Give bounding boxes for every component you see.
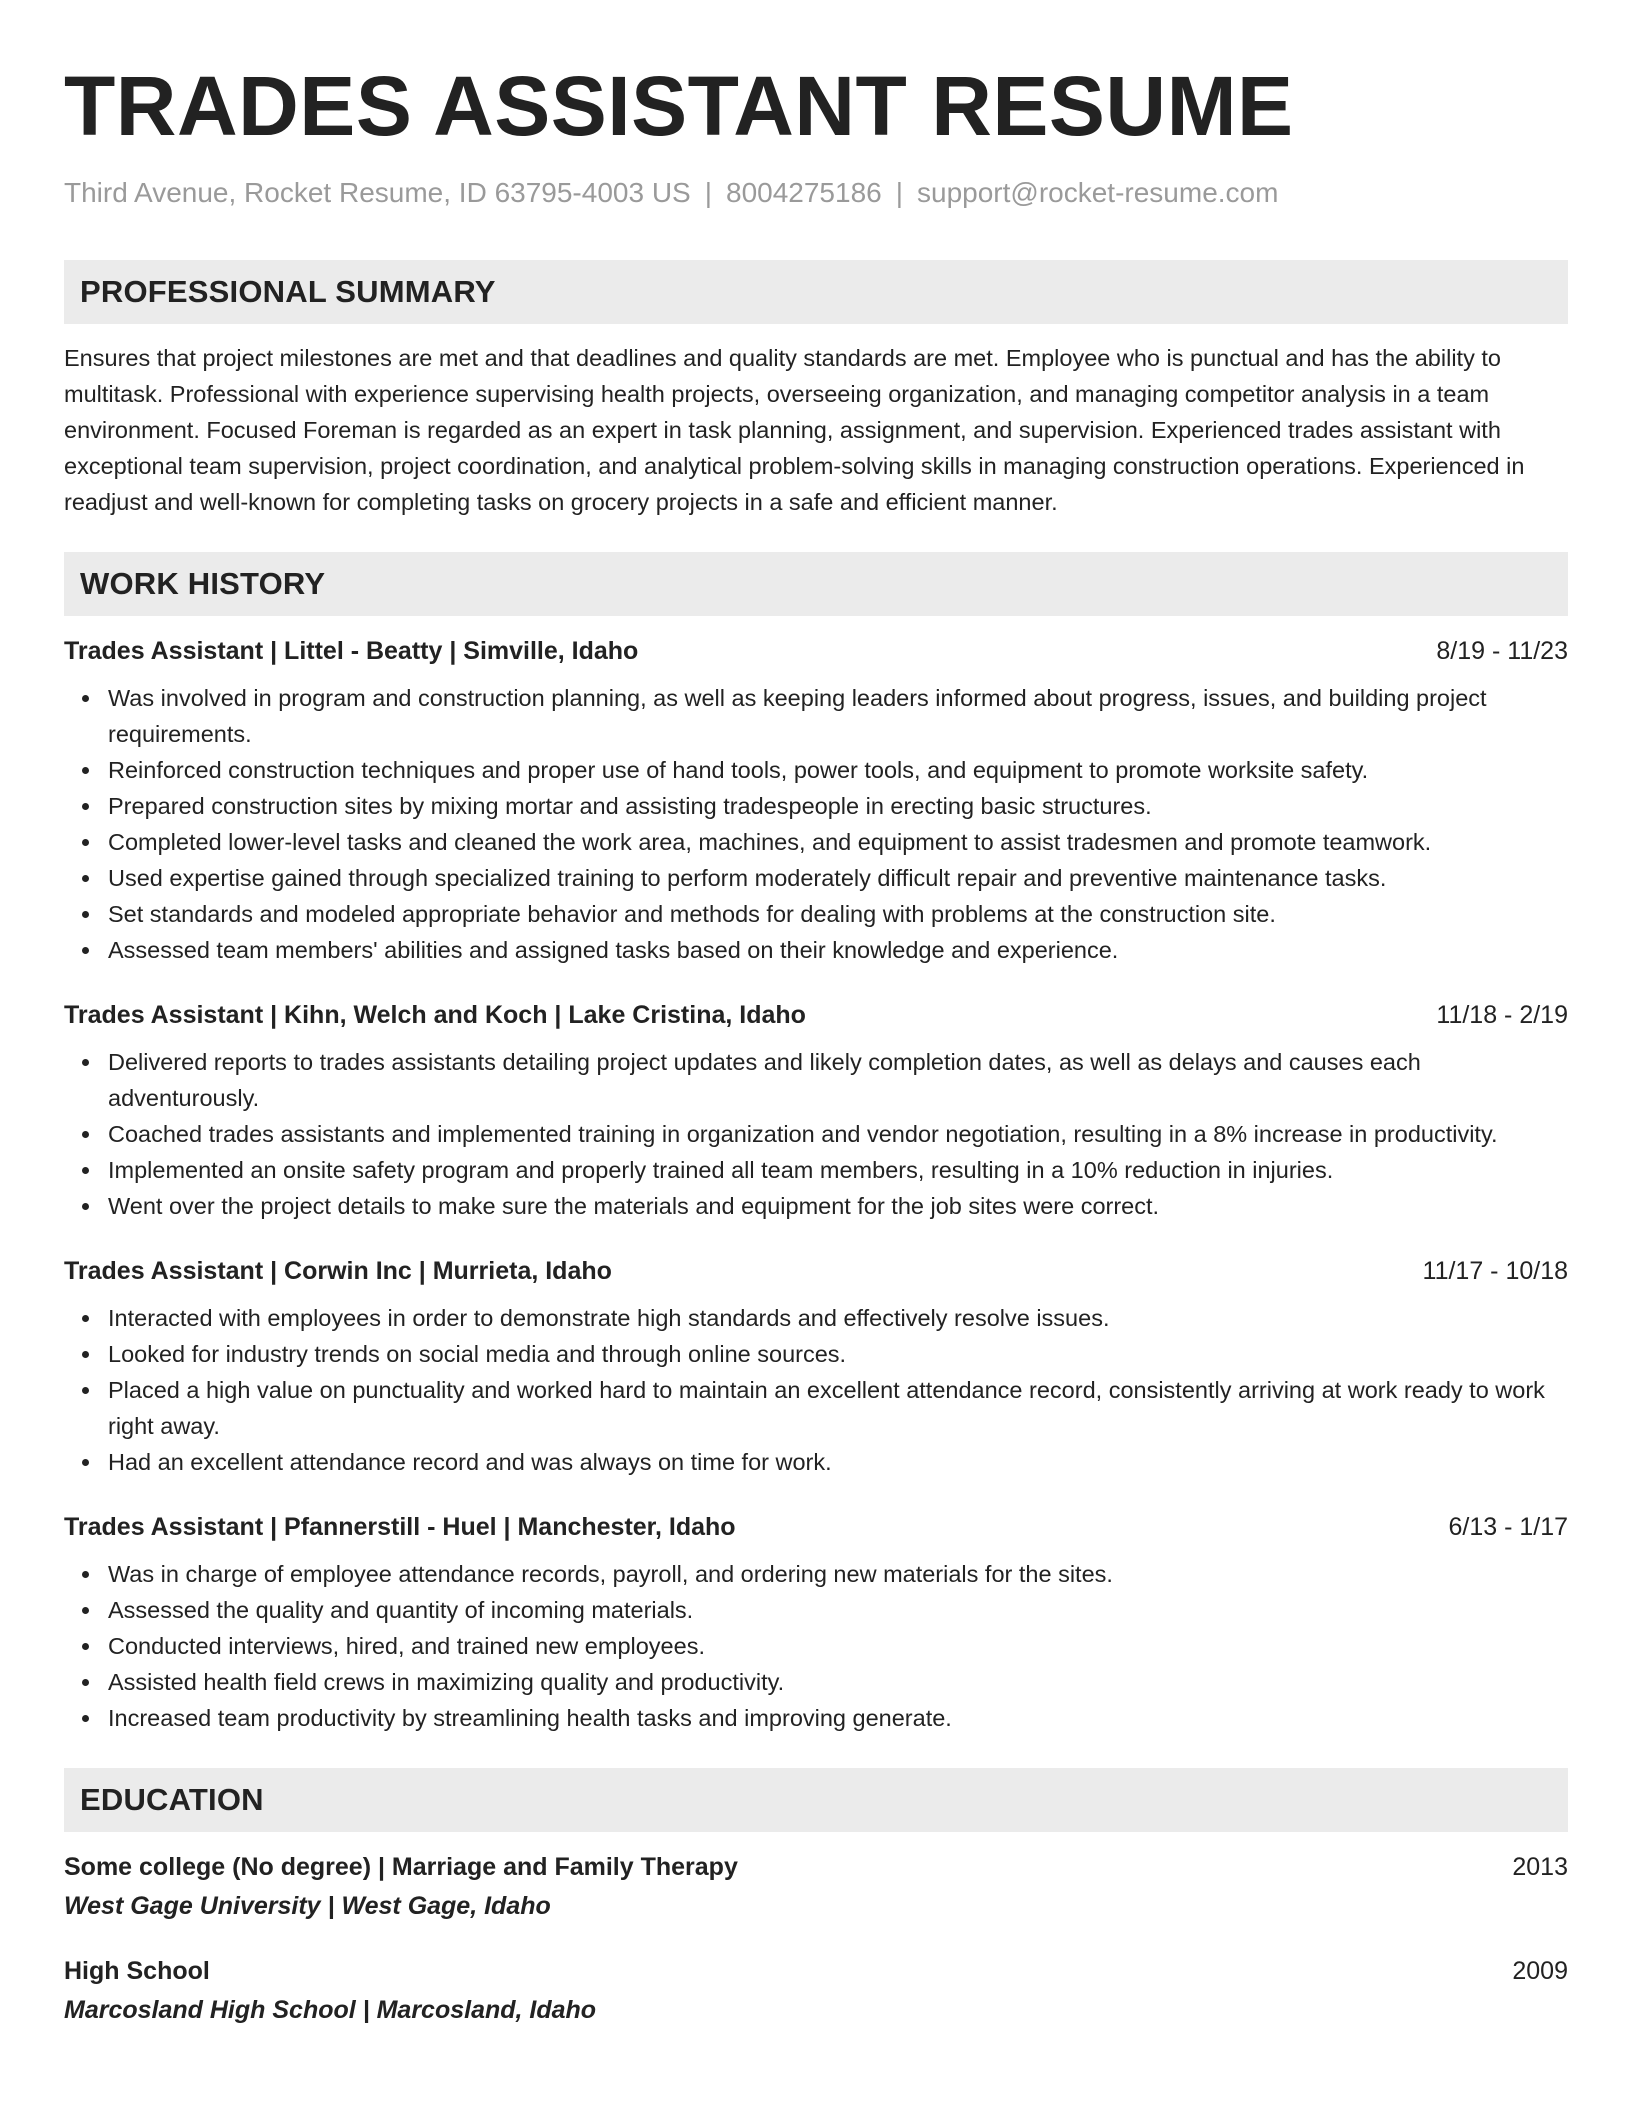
job-header	[64, 1510, 1568, 1544]
job-bullet: Was in charge of employee attendance records, payroll, and ordering new materials for the sites.	[108, 1556, 1568, 1592]
job-bullet: Increased team productivity by streamlining health tasks and improving generate.	[108, 1700, 1568, 1736]
job-bullet: Assessed team members' abilities and assigned tasks based on their knowledge and experience.	[108, 932, 1568, 968]
job-bullet: Looked for industry trends on social media and through online sources.	[108, 1336, 1568, 1372]
contact-address: Third Avenue, Rocket Resume, ID 63795-4003 US	[64, 177, 691, 208]
contact-separator: |	[895, 177, 904, 208]
education-degree: Some college (No degree) | Marriage and Family Therapy	[64, 1853, 738, 1881]
education-school: Marcosland High School | Marcosland, Idaho	[64, 1996, 597, 2024]
job-dates: 11/17 - 10/18	[1422, 1257, 1568, 1285]
job-header	[64, 998, 1568, 1032]
contact-phone: 8004275186	[726, 177, 882, 208]
contact-line	[64, 176, 1568, 210]
job-bullet: Went over the project details to make sure the materials and equipment for the job sites were correct.	[108, 1188, 1568, 1224]
job-bullets	[64, 1044, 1568, 1224]
job-bullet: Prepared construction sites by mixing mortar and assisting tradespeople in erecting basic structures.	[108, 788, 1568, 824]
job-bullet: Assisted health field crews in maximizing quality and productivity.	[108, 1664, 1568, 1700]
education-school: West Gage University | West Gage, Idaho	[64, 1892, 551, 1920]
job-header	[64, 1254, 1568, 1288]
resume-title: TRADES ASSISTANT RESUME	[64, 59, 1294, 153]
job-bullets	[64, 1556, 1568, 1736]
education-entry	[64, 1954, 1568, 2028]
job-bullet: Used expertise gained through specialized training to perform moderately difficult repair and preventive maintenance tasks.	[108, 860, 1568, 896]
job-bullet: Interacted with employees in order to demonstrate high standards and effectively resolve issues.	[108, 1300, 1568, 1336]
job-bullet: Delivered reports to trades assistants detailing project updates and likely completion dates, as well as delays and causes each adventurously.	[108, 1044, 1568, 1116]
job-entry	[64, 634, 1568, 968]
job-title: Trades Assistant | Littel - Beatty | Simville, Idaho	[64, 637, 639, 665]
education-year: 2013	[1512, 1853, 1568, 1881]
job-bullet: Conducted interviews, hired, and trained new employees.	[108, 1628, 1568, 1664]
job-entry	[64, 1510, 1568, 1736]
job-bullet: Reinforced construction techniques and proper use of hand tools, power tools, and equipment to promote worksite safety.	[108, 752, 1568, 788]
job-entry	[64, 998, 1568, 1224]
job-dates: 8/19 - 11/23	[1436, 637, 1568, 665]
job-bullets	[64, 1300, 1568, 1480]
education-year: 2009	[1512, 1957, 1568, 1985]
summary-text: Ensures that project milestones are met and that deadlines and quality standards are met. Employee who is punctual and has the ability to multitask. Professional with experience supervising health projects, overseeing organization, and managing competitor analysis in a team environment. Focused Foreman is regarded as an expert in task planning, assignment, and supervision. Experienced trades assistant with exceptional team supervision, project coordination, and analytical problem-solving skills in managing construction operations. Experienced in readjust and well-known for completing tasks on grocery projects in a safe and efficient manner.	[64, 345, 1525, 515]
education-degree: High School	[64, 1957, 210, 1985]
job-bullet: Set standards and modeled appropriate behavior and methods for dealing with problems at the construction site.	[108, 896, 1568, 932]
job-bullet: Assessed the quality and quantity of incoming materials.	[108, 1592, 1568, 1628]
job-title: Trades Assistant | Kihn, Welch and Koch | Lake Cristina, Idaho	[64, 1001, 806, 1029]
job-bullet: Coached trades assistants and implemented training in organization and vendor negotiation, resulting in a 8% increase in productivity.	[108, 1116, 1568, 1152]
job-title: Trades Assistant | Pfannerstill - Huel | Manchester, Idaho	[64, 1513, 736, 1541]
job-bullet: Implemented an onsite safety program and properly trained all team members, resulting in a 10% reduction in injuries.	[108, 1152, 1568, 1188]
job-bullet: Placed a high value on punctuality and worked hard to maintain an excellent attendance record, consistently arriving at work ready to work right away.	[108, 1372, 1568, 1444]
job-bullets	[64, 680, 1568, 968]
education-header	[64, 1850, 1568, 1884]
job-header	[64, 634, 1568, 668]
section-header-professional-summary: PROFESSIONAL SUMMARY	[64, 260, 1568, 324]
job-bullet: Had an excellent attendance record and was always on time for work.	[108, 1444, 1568, 1480]
job-bullet: Completed lower-level tasks and cleaned the work area, machines, and equipment to assist tradesmen and promote teamwork.	[108, 824, 1568, 860]
job-bullet: Was involved in program and construction planning, as well as keeping leaders informed about progress, issues, and building project requirements.	[108, 680, 1568, 752]
job-dates: 6/13 - 1/17	[1448, 1513, 1568, 1541]
job-dates: 11/18 - 2/19	[1436, 1001, 1568, 1029]
job-entry	[64, 1254, 1568, 1480]
education-entry	[64, 1850, 1568, 1924]
section-header-education: EDUCATION	[64, 1768, 1568, 1832]
job-title: Trades Assistant | Corwin Inc | Murrieta, Idaho	[64, 1257, 612, 1285]
section-header-work-history: WORK HISTORY	[64, 552, 1568, 616]
contact-separator: |	[704, 177, 712, 208]
contact-email: support@rocket-resume.com	[917, 177, 1279, 208]
education-header	[64, 1954, 1568, 1988]
